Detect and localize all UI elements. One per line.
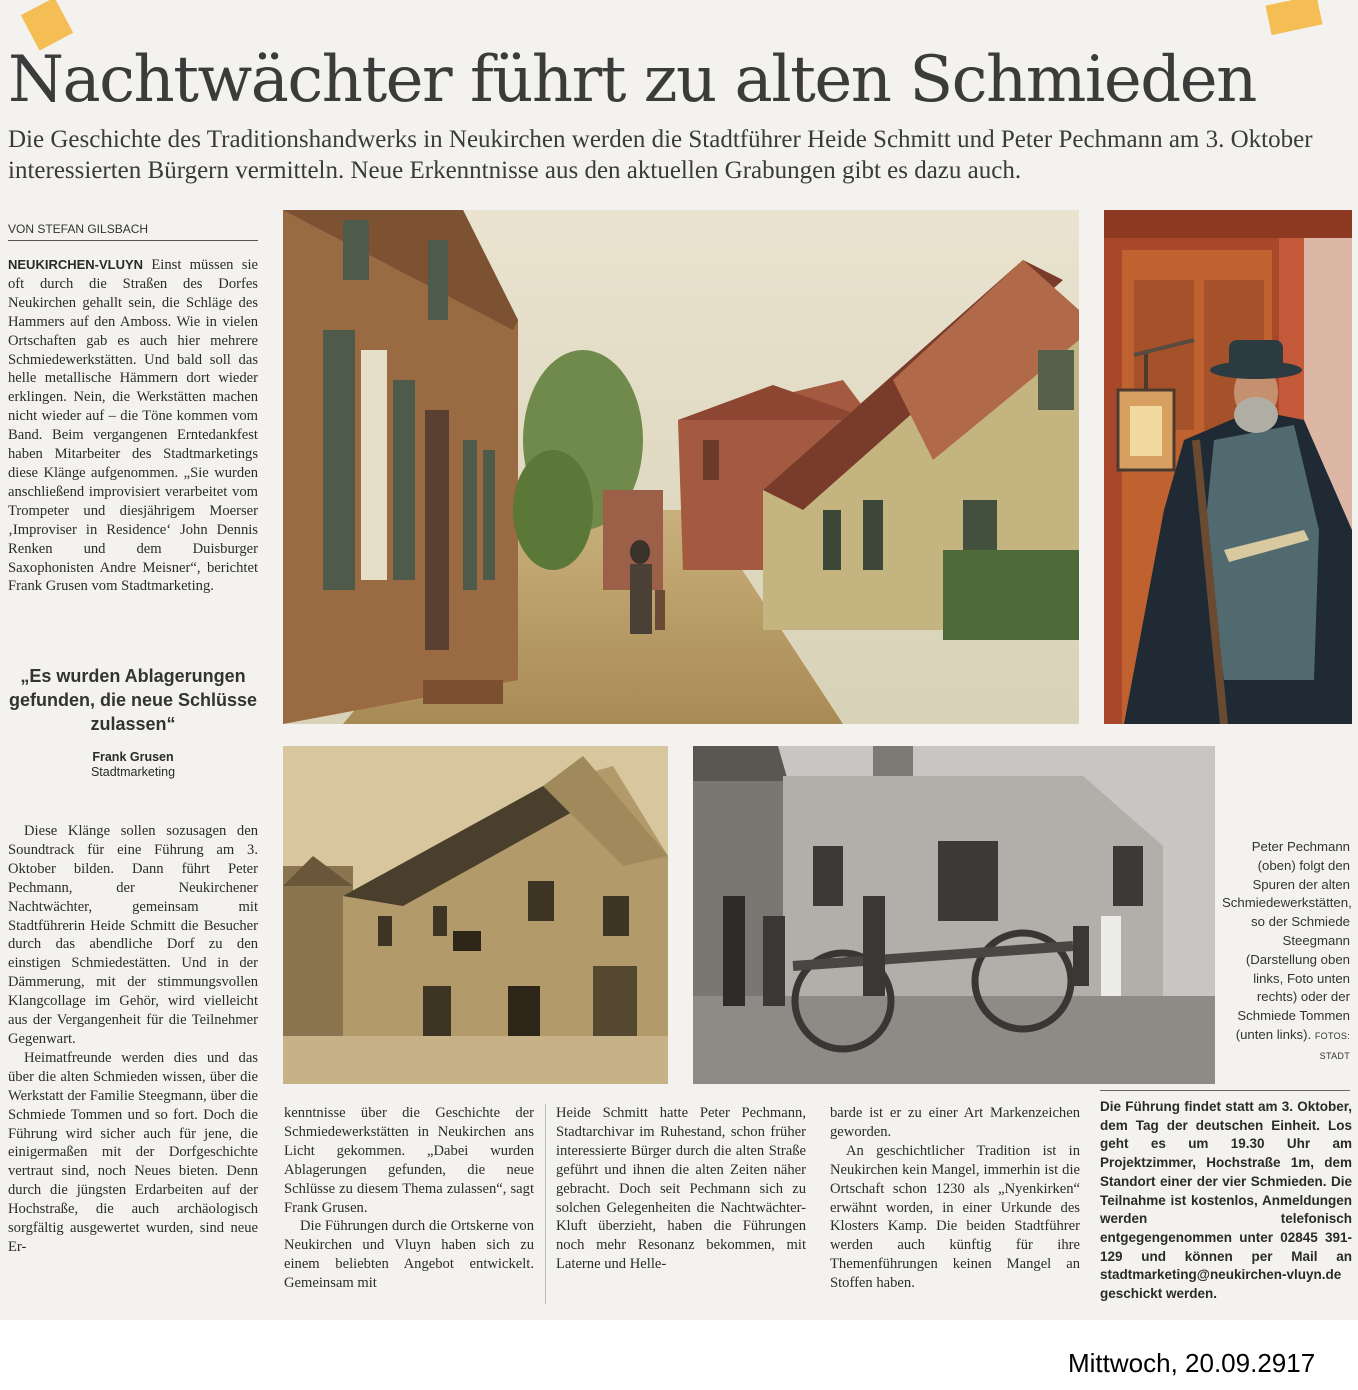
photo-credit: FOTOS: STADT xyxy=(1314,1030,1350,1061)
article-column-4 xyxy=(830,1104,1080,1293)
pull-quote: „Es wurden Ablagerungen gefunden, die neue Schlüsse zulassen“ xyxy=(8,666,258,734)
paragraph-tradition: An geschichtlicher Tradition ist in Neukirchen kein Mangel, immerhin ist die Ortschaft schon 1230 als „Nyenkirken“ erwähnt worden, in einer Urkunde des Klosters Kamp. Die beiden Stadtführer werden auch künftig für ihre Themenführungen keinen Mangel an Stoffen haben. xyxy=(830,1142,1080,1292)
painting-illustration xyxy=(283,210,1079,724)
footer-date: Mittwoch, 20.09.2917 xyxy=(1068,1348,1316,1378)
paragraph-intro: Einst müssen sie oft durch die Straßen des Dorfes Neukirchen gehallt sein, die Schläge des Hammers auf den Amboss. Wie in vielen Ortschaften gab es auch hier mehrere Schmiedewerkstätten. Und bald soll das helle metallische Hämmern dort wieder erklingen. Nein, die Werkstätten machen nicht wieder auf – die Töne kommen vom Band. Beim vergangenen Erntedankfest haben Mitarbeiter des Stadtmarketings diese Klänge aufgenommen. „Sie wurden anschließend improvisiert verarbeitet vom Trompeter und diesjährigem Moerser ‚Improviser in Residence‘ John Dennis Renken und dem Duisburger Saxophonisten Andre Meisner“, berichtet Frank Grusen vom Stadtmarketing. xyxy=(8,257,258,595)
nightwatchman-illustration xyxy=(1104,210,1352,724)
tape-strip-right xyxy=(1265,0,1322,35)
caption-text: Peter Pechmann (oben) folgt den Spuren der alten Schmiedewerkstätten, so der Schmiede Steegmann (Darstellung oben links, Foto unten rechts) oder der Schmiede Tommen (unten links). xyxy=(1222,839,1352,1042)
paragraph-erkenntnisse: kenntnisse über die Geschichte der Schmiedewerkstätten in Neukirchen ans Licht gekommen. „Dabei wurden Ablagerungen gefunden, die neue Schlüsse zu diesem Thema zulassen“, sagt Frank Grusen. xyxy=(284,1105,534,1216)
sepia-photo-illustration xyxy=(283,746,668,1084)
article-column-1-bottom xyxy=(8,822,258,1257)
headline: Nachtwächter führt zu alten Schmieden xyxy=(8,43,1256,117)
photo-caption xyxy=(1222,838,1350,1066)
quote-author: Frank Grusen xyxy=(92,750,174,764)
paragraph-pechmann: Heide Schmitt hatte Peter Pechmann, Stadtarchivar im Ruhestand, schon früher interessierte Bürger durch die alten Straße geführt und ihnen die alten Zeiten näher gebracht. Doch seit Pechmann sich zu solchen Gelegenheiten die Nachtwächter-Kluft überzieht, haben die Führungen noch mehr Resonanz bekommen, mit Laterne und Helle- xyxy=(556,1105,806,1273)
bw-photo-illustration xyxy=(693,746,1215,1084)
column-rule xyxy=(545,1104,546,1304)
article-column-1-top xyxy=(8,256,258,596)
bw-photo-smithy-steegmann xyxy=(693,746,1215,1084)
quote-attribution xyxy=(8,750,258,780)
byline: VON STEFAN GILSBACH xyxy=(8,222,258,241)
event-infobox: Die Führung findet statt am 3. Oktober, dem Tag der deutschen Einheit. Los geht es um 19.30 Uhr am Projektzimmer, Hochstraße 1m, dem Standort einer der vier Schmieden. Die Teilnahme ist kostenlos, Anmeldungen werden telefonisch entgegengenommen unter 02845 391-129 und können per Mail an stadtmarketing@neukirchen-vluyn.de geschickt werden. xyxy=(1100,1099,1352,1302)
paragraph-fuehrungen: Die Führungen durch die Ortskerne von Neukirchen und Vluyn haben sich zu einem beliebten Angebot entwickelt. Gemeinsam mit xyxy=(284,1218,534,1292)
paragraph-soundtrack: Diese Klänge sollen sozusagen den Soundtrack für eine Führung am 3. Oktober bilden. Dann führt Peter Pechmann, der Neukirchener Nachtwächter, gemeinsam mit Stadtführerin Heide Schmitt die Besucher durch das abendliche Dorf zu den einstigen Schmiedestätten. Und in der Dämmerung, mit der stimmungsvollen Klangcollage im Gehör, wird vielleicht aus der Vergangenheit für die Teilnehmer Gegenwart. xyxy=(8,823,258,1047)
subhead: Die Geschichte des Traditionshandwerks in Neukirchen werden die Stadtführer Heide Schmitt und Peter Pechmann am 3. Oktober interessierten Bürgern vermitteln. Neue Erkenntnisse aus den aktuellen Grabungen gibt es dazu auch. xyxy=(8,126,1313,184)
article-column-2 xyxy=(284,1104,534,1293)
painting-street-scene xyxy=(283,210,1079,724)
quote-role: Stadtmarketing xyxy=(90,765,176,779)
paragraph-markenzeichen: barde ist er zu einer Art Markenzeichen geworden. xyxy=(830,1105,1080,1140)
article-column-3 xyxy=(556,1104,806,1274)
dateline: NEUKIRCHEN-VLUYN xyxy=(8,257,144,272)
nightwatchman-photo xyxy=(1104,210,1352,724)
sepia-photo-smithy-tommen xyxy=(283,746,668,1084)
paragraph-heimatfreunde: Heimatfreunde werden dies und das über die alten Schmieden wissen, über die Werkstatt der Familie Steegmann, über die Schmiede Tommen und so fort. Doch die Führung wird sicher auch für jene, die einigermaßen mit der Dorfgeschichte vertraut sind, noch Neues bieten. Denn durch die jüngsten Erdarbeiten auf der Hochstraße, die auch archäologisch sorgfältig ausgewertet wurden, sind neue Er- xyxy=(8,1049,258,1255)
infobox-divider xyxy=(1100,1090,1350,1091)
